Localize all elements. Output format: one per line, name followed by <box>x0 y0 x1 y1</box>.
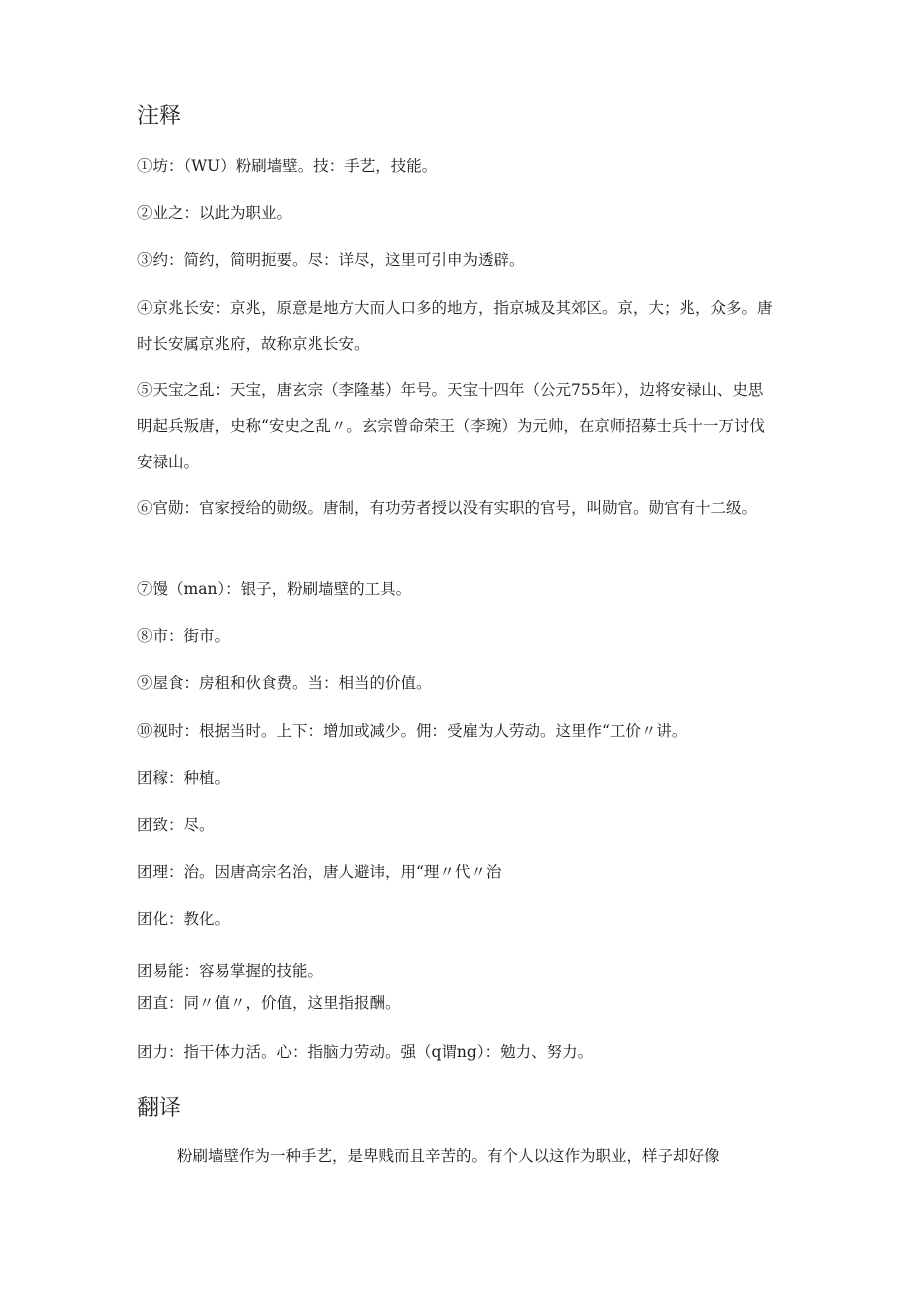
translation-heading: 翻译 <box>137 1096 182 1121</box>
note-item: ⑤天宝之乱：天宝，唐玄宗（李隆基）年号。天宝十四年（公元755年），边将安禄山、史思明起兵叛唐，史称“安史之乱〃。玄宗曾命荣王（李琬）为元帅，在京师招募士兵十一万讨伐安禄山。 <box>137 381 765 471</box>
notes-heading: 注释 <box>137 104 182 129</box>
note-item: ⑦馒（man）：银子，粉刷墙壁的工具。 <box>137 580 412 598</box>
note-item: ④京兆长安：京兆，原意是地方大而人口多的地方，指京城及其郊区。京，大；兆，众多。唐时长安属京兆府，故称京兆长安。 <box>137 299 773 353</box>
note-item: ③约：简约，简明扼要。尽：详尽，这里可引申为透辟。 <box>137 251 525 269</box>
note-item: 团致：尽。 <box>137 816 215 834</box>
note-item: ①坊：（WU）粉刷墙壁。技：手艺，技能。 <box>137 157 438 175</box>
note-item: 团理：治。因唐高宗名治，唐人避讳，用“理〃代〃治 <box>137 863 502 881</box>
note-item: ⑥官勋：官家授给的勋级。唐制，有功劳者授以没有实职的官号，叫勋官。勋官有十二级。 <box>137 499 758 517</box>
note-item: ⑧市：街市。 <box>137 627 231 645</box>
note-item: 团易能：容易掌握的技能。 <box>137 962 324 980</box>
note-item: ⑨屋食：房租和伙食费。当：相当的价值。 <box>137 674 432 692</box>
note-item: ②业之：以此为职业。 <box>137 204 293 222</box>
note-item: 团稼：种植。 <box>137 769 231 787</box>
note-item: ⑩视时：根据当时。上下：增加或减少。佣：受雇为人劳动。这里作“工价〃讲。 <box>137 722 688 740</box>
translation-paragraph: 粉刷墙壁作为一种手艺，是卑贱而且辛苦的。有个人以这作为职业，样子却好像 <box>177 1147 720 1165</box>
note-item: 团化：教化。 <box>137 910 231 928</box>
note-item: 团直：同〃值〃，价值，这里指报酬。 <box>137 994 401 1012</box>
note-item: 团力：指干体力活。心：指脑力劳动。强（q谓ng）：勉力、努力。 <box>137 1043 594 1061</box>
